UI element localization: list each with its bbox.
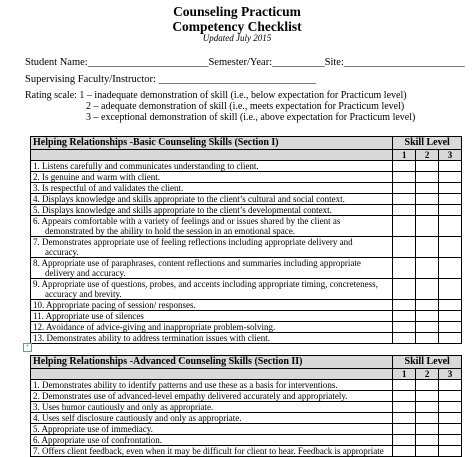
- skill-level-2-cell[interactable]: [416, 402, 439, 413]
- skill-level-2-cell[interactable]: [416, 300, 439, 311]
- skill-level-2-cell[interactable]: [416, 237, 439, 258]
- skill-level-1-cell[interactable]: [393, 380, 416, 391]
- checklist-row: [31, 216, 462, 237]
- section1-table: [30, 136, 462, 344]
- skill-level-1-cell[interactable]: [393, 216, 416, 237]
- item-text: 10. Appropriate pacing of session/ responses.: [33, 300, 196, 310]
- skill-level-1-cell[interactable]: [393, 413, 416, 424]
- skill-level-2-cell[interactable]: [416, 216, 439, 237]
- skill-level-3-cell[interactable]: [439, 300, 462, 311]
- item-text: 4. Uses self disclosure cautiously and only as appropriate.: [33, 413, 242, 423]
- checklist-row: [31, 322, 462, 333]
- checklist-item-text: [31, 311, 393, 322]
- skill-level-3-cell[interactable]: [439, 216, 462, 237]
- section1-spacer: [31, 150, 393, 161]
- skill-level-2-cell[interactable]: [416, 424, 439, 435]
- skill-level-3-cell[interactable]: [439, 435, 462, 446]
- updated-date: Updated July 2015: [202, 33, 272, 43]
- section1-skill-level: Skill Level: [393, 137, 462, 150]
- checklist-item-text: [31, 424, 393, 435]
- semester-field[interactable]: Semester/Year:__________: [208, 57, 325, 68]
- table-move-handle-icon[interactable]: +: [23, 343, 32, 352]
- checklist-row: [31, 424, 462, 435]
- checklist-row: [31, 172, 462, 183]
- skill-level-1-cell[interactable]: [393, 446, 416, 457]
- section2-level-row: [31, 369, 462, 380]
- skill-level-3-cell[interactable]: [439, 391, 462, 402]
- item-text: 13. Demonstrates ability to address termination issues with client.: [33, 333, 270, 343]
- checklist-item-text: [31, 380, 393, 391]
- skill-level-3-cell[interactable]: [439, 205, 462, 216]
- checklist-row: [31, 161, 462, 172]
- checklist-item-text: [31, 391, 393, 402]
- item-text: 6. Appears comfortable with a variety of feelings and or issues shared by the client as: [33, 216, 341, 226]
- item-text: 11. Appropriate use of silences: [33, 311, 144, 321]
- skill-level-1-cell[interactable]: [393, 402, 416, 413]
- checklist-row: [31, 258, 462, 279]
- item-text: 2. Demonstrates use of advanced-level empathy delivered accurately and appropriately.: [33, 391, 348, 401]
- checklist-row: [31, 183, 462, 194]
- level-3-header: 3: [439, 369, 462, 380]
- student-name-field[interactable]: Student Name:_______________________: [25, 57, 209, 68]
- skill-level-2-cell[interactable]: [416, 413, 439, 424]
- skill-level-2-cell[interactable]: [416, 446, 439, 457]
- item-text: 8. Appropriate use of paraphrases, content reflections and summaries including appropriate: [33, 258, 361, 268]
- skill-level-3-cell[interactable]: [439, 258, 462, 279]
- section1-header-row: [31, 137, 462, 150]
- skill-level-1-cell[interactable]: [393, 435, 416, 446]
- checklist-item-text: [31, 172, 393, 183]
- skill-level-2-cell[interactable]: [416, 279, 439, 300]
- skill-level-2-cell[interactable]: [416, 380, 439, 391]
- item-text: 7. Demonstrates appropriate use of feeling reflections including appropriate delivery and: [33, 237, 353, 247]
- checklist-item-text: [31, 435, 393, 446]
- section2-skill-level: Skill Level: [393, 356, 462, 369]
- skill-level-3-cell[interactable]: [439, 402, 462, 413]
- item-text-continued: delivery and accuracy.: [45, 268, 126, 278]
- checklist-row: [31, 333, 462, 344]
- skill-level-3-cell[interactable]: [439, 237, 462, 258]
- skill-level-3-cell[interactable]: [439, 311, 462, 322]
- skill-level-2-cell[interactable]: [416, 333, 439, 344]
- skill-level-2-cell[interactable]: [416, 172, 439, 183]
- skill-level-1-cell[interactable]: [393, 194, 416, 205]
- checklist-row: [31, 205, 462, 216]
- skill-level-3-cell[interactable]: [439, 279, 462, 300]
- checklist-row: [31, 311, 462, 322]
- checklist-row: [31, 413, 462, 424]
- checklist-row: [31, 237, 462, 258]
- item-text: 7. Offers client feedback, even when it may be difficult for client to hear. Feedback is appropriate: [33, 446, 384, 456]
- skill-level-2-cell[interactable]: [416, 311, 439, 322]
- skill-level-3-cell[interactable]: [439, 172, 462, 183]
- skill-level-2-cell[interactable]: [416, 258, 439, 279]
- checklist-row: [31, 300, 462, 311]
- checklist-item-text: [31, 183, 393, 194]
- checklist-item-text: [31, 237, 393, 258]
- section2-spacer: [31, 369, 393, 380]
- checklist-row: [31, 435, 462, 446]
- skill-level-1-cell[interactable]: [393, 333, 416, 344]
- skill-level-3-cell[interactable]: [439, 380, 462, 391]
- skill-level-1-cell[interactable]: [393, 322, 416, 333]
- item-text: 5. Displays knowledge and skills appropriate to the client’s developmental context.: [33, 205, 332, 215]
- checklist-item-text: [31, 402, 393, 413]
- checklist-item-text: [31, 413, 393, 424]
- item-text: 5. Appropriate use of immediacy.: [33, 424, 153, 434]
- supervisor-field[interactable]: Supervising Faculty/Instructor: ______________________________: [25, 74, 317, 85]
- skill-level-2-cell[interactable]: [416, 391, 439, 402]
- rating-scale-2: 2 – adequate demonstration of skill (i.e., meets expectation for Practicum level): [86, 101, 405, 112]
- item-text: 6. Appropriate use of confrontation.: [33, 435, 162, 445]
- item-text-continued: demonstrated by the ability to hold the session in an emotional space.: [45, 226, 295, 236]
- item-text: 12. Avoidance of advice-giving and inappropriate problem-solving.: [33, 322, 276, 332]
- level-3-header: 3: [439, 150, 462, 161]
- skill-level-2-cell[interactable]: [416, 435, 439, 446]
- level-1-header: 1: [393, 150, 416, 161]
- skill-level-2-cell[interactable]: [416, 322, 439, 333]
- skill-level-2-cell[interactable]: [416, 161, 439, 172]
- student-info-row: [25, 57, 465, 69]
- item-text-continued: accuracy.: [45, 247, 79, 257]
- section2-table: [30, 355, 462, 457]
- skill-level-1-cell[interactable]: [393, 183, 416, 194]
- checklist-item-text: [31, 194, 393, 205]
- checklist-item-text: [31, 446, 393, 457]
- section2-header-row: [31, 356, 462, 369]
- section1-title: Helping Relationships -Basic Counseling Skills (Section I): [31, 137, 393, 150]
- document-subtitle: Competency Checklist: [172, 19, 302, 34]
- skill-level-1-cell[interactable]: [393, 205, 416, 216]
- skill-level-1-cell[interactable]: [393, 237, 416, 258]
- skill-level-2-cell[interactable]: [416, 194, 439, 205]
- skill-level-2-cell[interactable]: [416, 183, 439, 194]
- section1-level-row: [31, 150, 462, 161]
- checklist-item-text: [31, 258, 393, 279]
- skill-level-1-cell[interactable]: [393, 300, 416, 311]
- checklist-item-text: [31, 333, 393, 344]
- checklist-row: [31, 446, 462, 457]
- item-text: 9. Appropriate use of questions, probes, and accents including appropriate timing, concreteness,: [33, 279, 378, 289]
- level-2-header: 2: [416, 369, 439, 380]
- skill-level-3-cell[interactable]: [439, 183, 462, 194]
- checklist-row: [31, 402, 462, 413]
- skill-level-3-cell[interactable]: [439, 413, 462, 424]
- item-text: 4. Displays knowledge and skills appropriate to the client’s cultural and social context.: [33, 194, 345, 204]
- skill-level-3-cell[interactable]: [439, 322, 462, 333]
- checklist-item-text: [31, 205, 393, 216]
- section2-title: Helping Relationships -Advanced Counseling Skills (Section II): [31, 356, 393, 369]
- document-title: Counseling Practicum: [173, 4, 301, 19]
- skill-level-3-cell[interactable]: [439, 333, 462, 344]
- rating-scale-3: 3 – exceptional demonstration of skill (i.e., above expectation for Practicum level): [86, 112, 416, 123]
- item-text: 3. Uses humor cautiously and only as appropriate.: [33, 402, 214, 412]
- skill-level-1-cell[interactable]: [393, 258, 416, 279]
- item-text: 1. Demonstrates ability to identify patterns and use these as a basis for interventions.: [33, 380, 338, 390]
- skill-level-1-cell[interactable]: [393, 311, 416, 322]
- site-field[interactable]: Site:_______________________: [324, 57, 465, 68]
- skill-level-1-cell[interactable]: [393, 424, 416, 435]
- rating-scale-1: Rating scale: 1 – inadequate demonstration of skill (i.e., below expectation for Practicum level): [25, 90, 407, 101]
- checklist-row: [31, 194, 462, 205]
- checklist-row: [31, 279, 462, 300]
- skill-level-3-cell[interactable]: [439, 424, 462, 435]
- skill-level-2-cell[interactable]: [416, 205, 439, 216]
- checklist-item-text: [31, 216, 393, 237]
- item-text: 1. Listens carefully and communicates understanding to client.: [33, 161, 259, 171]
- level-2-header: 2: [416, 150, 439, 161]
- checklist-item-text: [31, 279, 393, 300]
- checklist-item-text: [31, 300, 393, 311]
- item-text: 2. Is genuine and warm with client.: [33, 172, 160, 182]
- item-text: 3. Is respectful of and validates the client.: [33, 183, 184, 193]
- skill-level-1-cell[interactable]: [393, 391, 416, 402]
- skill-level-3-cell[interactable]: [439, 194, 462, 205]
- checklist-row: [31, 380, 462, 391]
- level-1-header: 1: [393, 369, 416, 380]
- skill-level-1-cell[interactable]: [393, 161, 416, 172]
- item-text-continued: accuracy and brevity.: [45, 289, 122, 299]
- skill-level-3-cell[interactable]: [439, 161, 462, 172]
- checklist-item-text: [31, 322, 393, 333]
- skill-level-1-cell[interactable]: [393, 172, 416, 183]
- skill-level-1-cell[interactable]: [393, 279, 416, 300]
- skill-level-3-cell[interactable]: [439, 446, 462, 457]
- checklist-row: [31, 391, 462, 402]
- checklist-item-text: [31, 161, 393, 172]
